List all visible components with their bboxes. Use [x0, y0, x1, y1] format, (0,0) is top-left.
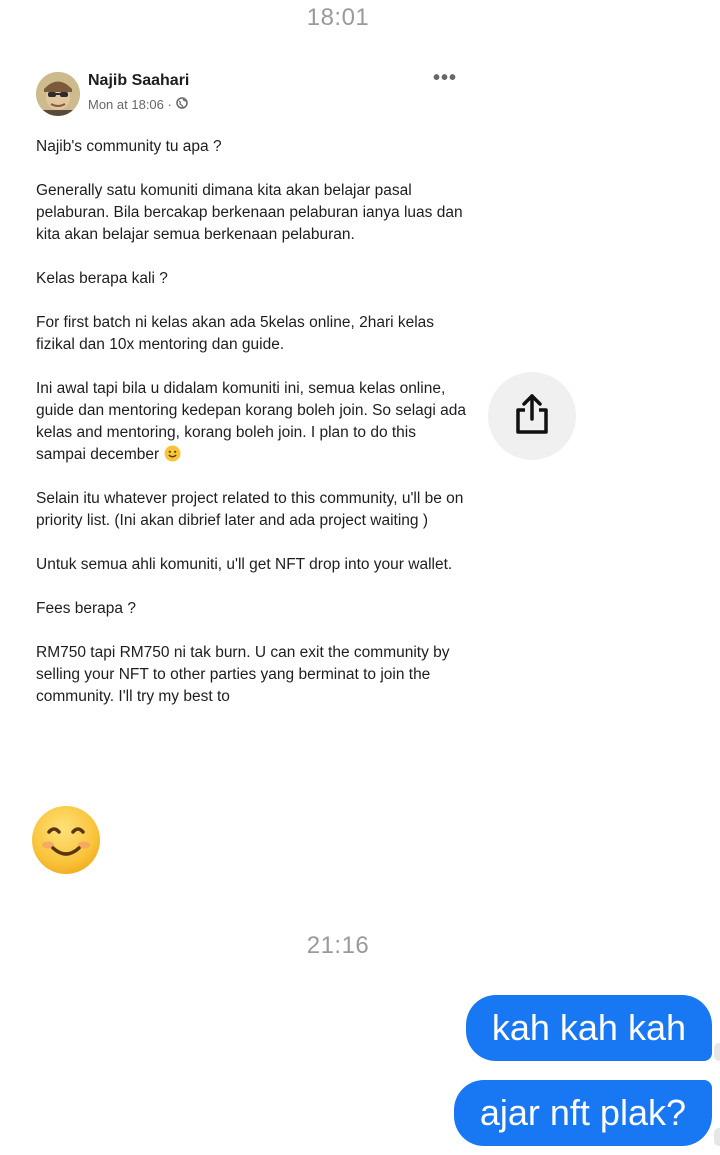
post-crop-edge	[22, 762, 480, 770]
post-paragraph-text: Ini awal tapi bila u didalam komuniti ini, semua kelas online, guide dan mentoring kedepan korang boleh join. So selagi ada kelas and mentoring, korang boleh join. I plan to do this sampai december	[36, 380, 467, 463]
post-meta	[88, 97, 188, 112]
share-icon	[512, 392, 552, 441]
more-options-icon[interactable]: •••	[432, 67, 457, 89]
post-paragraph-with-emoji	[36, 378, 468, 466]
post-paragraph: Najib's community tu apa ?	[36, 138, 222, 155]
post-author: Najib Saahari	[88, 72, 190, 89]
post-paragraph: Selain itu whatever project related to this community, u'll be on priority list. (Ini akan dibrief later and ada project waiting )	[36, 490, 464, 529]
shared-post-screenshot[interactable]	[22, 52, 480, 770]
avatar	[36, 72, 80, 116]
outgoing-message[interactable]: kah kah kah	[466, 995, 712, 1061]
timestamp: 21:16	[306, 932, 370, 959]
read-receipt-icon	[714, 1043, 720, 1061]
post-paragraph: Kelas berapa kali ?	[36, 270, 168, 287]
smiling-face-icon	[164, 445, 181, 462]
post-paragraph: RM750 tapi RM750 ni tak burn. U can exit the community by selling your NFT to other parties yang berminat to join the community. I'll try my best to	[36, 644, 450, 705]
post-time: Mon at 18:06 ·	[88, 97, 172, 112]
globe-icon	[176, 97, 188, 112]
post-paragraph: For first batch ni kelas akan ada 5kelas online, 2hari kelas fizikal dan 10x mentoring dan guide.	[36, 314, 435, 353]
post-body	[36, 136, 468, 730]
timestamp: 18:01	[306, 4, 370, 31]
smiling-face-icon[interactable]	[30, 804, 102, 876]
share-button[interactable]	[488, 372, 576, 460]
outgoing-message[interactable]: ajar nft plak?	[454, 1080, 712, 1146]
read-receipt-icon	[714, 1128, 720, 1146]
post-paragraph: Untuk semua ahli komuniti, u'll get NFT drop into your wallet.	[36, 556, 453, 573]
post-paragraph: Generally satu komuniti dimana kita akan belajar pasal pelaburan. Bila bercakap berkenaan pelaburan ianya luas dan kita akan belajar semua berkenaan pelaburan.	[36, 182, 463, 243]
post-paragraph: Fees berapa ?	[36, 600, 136, 617]
